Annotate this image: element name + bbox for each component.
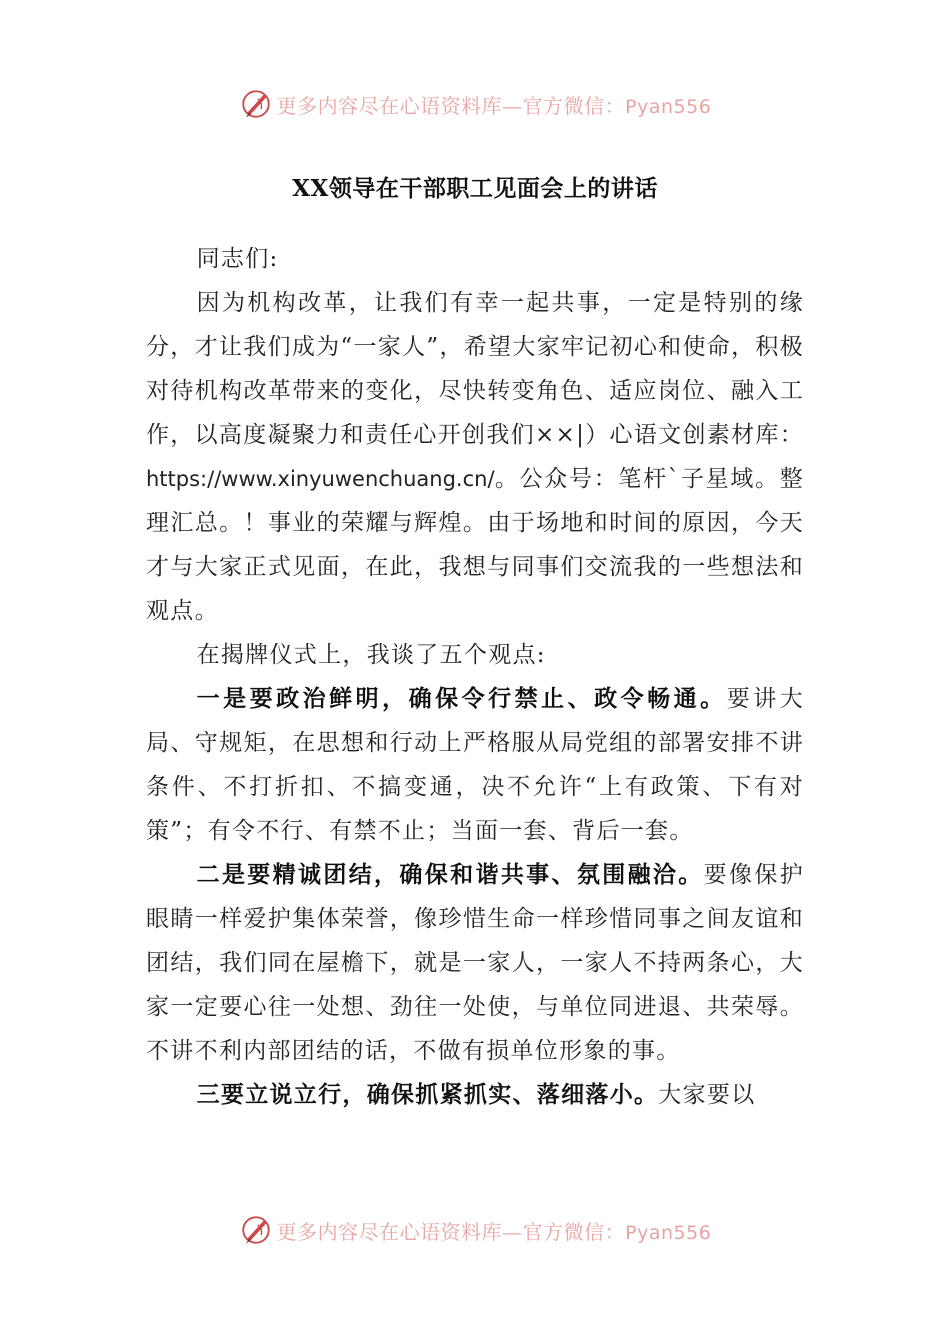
point-three-heading: 三要立说立行，确保抓紧抓实、落细落小。	[196, 1081, 659, 1108]
point-two: 二是要精诚团结，确保和谐共事、氛围融洽。要像保护眼睛一样爱护集体荣誉，像珍惜生命一样珍惜同事之间友谊和团结，我们同在屋檐下，就是一家人，一家人不持两条心，大家一定要心往一处想、劲往一处使，与单位同进退、共荣辱。不讲不利内部团结的话，不做有损单位形象的事。	[146, 861, 804, 1064]
point-one: 一是要政治鲜明，确保令行禁止、政令畅通。要讲大局、守规矩，在思想和行动上严格服从局党组的部署安排不讲条件、不打折扣、不搞变通，决不允许“上有政策、下有对策”；有令不行、有禁不止；当面一套、背后一套。	[146, 685, 804, 844]
watermark-text: 更多内容尽在心语资料库—官方微信：Pyan556	[276, 93, 712, 118]
paragraph-intro: 因为机构改革，让我们有幸一起共事，一定是特别的缘分，才让我们成为“一家人”，希望大家牢记初心和使命，积极对待机构改革带来的变化，尽快转变角色、适应岗位、融入工作，以高度凝聚力和责任心开创我们××|）心语文创素材库：https://www.xinyuwenchuang.cn/。公众号：笔杆`子星域。整理汇总。！事业的荣耀与辉煌。由于场地和时间的原因，今天才与大家正式见面，在此，我想与同事们交流我的一些想法和观点。	[146, 290, 804, 624]
source-url-text: https://www.xinyuwenchuang.cn/	[146, 467, 495, 491]
pen-quill-logo-icon	[239, 87, 273, 121]
point-one-heading: 一是要政治鲜明，确保令行禁止、政令畅通。	[196, 685, 727, 712]
watermark-wechat-id: Pyan556	[625, 1221, 712, 1244]
pen-quill-logo-icon	[239, 1213, 273, 1247]
document-title: XX领导在干部职工见面会上的讲话	[292, 175, 658, 202]
document-body	[146, 237, 804, 1117]
watermark-wechat-id: Pyan556	[625, 95, 712, 118]
paragraph-viewpoints: 在揭牌仪式上，我谈了五个观点:	[196, 642, 546, 668]
salutation: 同志们:	[196, 246, 279, 272]
watermark-banner-top	[0, 84, 950, 124]
watermark-banner-bottom	[0, 1210, 950, 1250]
point-three: 三要立说立行，确保抓紧抓实、落细落小。大家要以	[196, 1081, 756, 1108]
watermark-text: 更多内容尽在心语资料库—官方微信：Pyan556	[276, 1219, 712, 1244]
point-two-heading: 二是要精诚团结，确保和谐共事、氛围融洽。	[196, 861, 704, 888]
